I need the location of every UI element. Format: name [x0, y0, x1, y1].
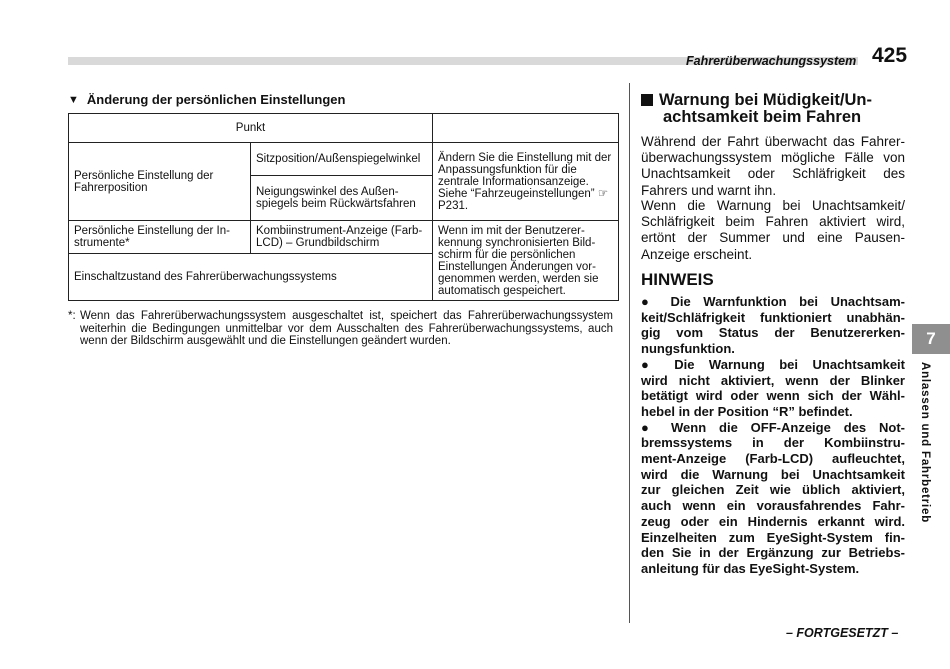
hinweis-line: nungsfunktion. — [641, 341, 735, 357]
table-cell-row2-sub: Kombiinstrument-Anzeige (Farb-LCD) – Grundbildschirm — [251, 221, 433, 254]
hinweis-line: ● Die Warnfunktion bei Unachtsam- — [641, 294, 905, 309]
hinweis-line: ● Wenn die OFF-Anzeige des Not- — [641, 419, 905, 435]
settings-table — [68, 113, 619, 301]
paragraph-line: Unachtsamkeit oder Schläfrigkeit des — [641, 166, 905, 182]
hinweis-line: wird nicht aktiviert, wenn der Blinker — [641, 372, 905, 388]
paragraph-line: Wenn die Warnung bei Unachtsamkeit/ — [641, 198, 905, 213]
table-cell-note-a: Ändern Sie die Einstellung mit der Anpassungsfunktion für die zentrale Informationsanzeige. Siehe “Fahrzeugeinstellungen” ☞P231. — [433, 143, 619, 221]
table-header-row — [69, 114, 619, 143]
hinweis-line: hebel in der Position “R” befindet. — [641, 403, 853, 419]
continued-marker: – FORTGESETZT – — [786, 626, 899, 640]
footnote — [68, 310, 613, 348]
hinweis-line: ment-Anzeige (Farb-LCD) aufleuchtet, — [641, 451, 905, 467]
triangle-marker-icon: ▼ — [68, 93, 79, 106]
section-heading — [68, 92, 345, 107]
paragraph-line: Anzeige erscheint. — [641, 246, 753, 262]
hinweis-line: ● Die Warnung bei Unachtsamkeit — [641, 356, 905, 372]
hinweis-line: bremssystems in der Kombiinstru- — [641, 435, 905, 451]
section-heading-text: Änderung der persönlichen Einstellungen — [86, 92, 346, 107]
hinweis-line: gig vom Status der Benutzererken- — [641, 325, 905, 341]
paragraph-1 — [641, 134, 905, 199]
hinweis-line: keit/Schläfrigkeit funktioniert unabhän- — [641, 309, 905, 325]
hinweis-line: zur gleichen Zeit wie üblich aktiviert, — [641, 482, 905, 498]
paragraph-line: Schläfrigkeit beim Fahren aktiviert wird, — [641, 214, 905, 230]
chapter-tab: 7 — [912, 324, 950, 354]
table-cell-row1-sub2: Neigungswinkel des Außenspiegels beim Rückwärtsfahren — [251, 176, 433, 221]
table-cell-row1-label: Persönliche Einstellung der Fahrerposition — [69, 143, 251, 221]
hinweis-heading: HINWEIS — [641, 270, 714, 289]
table-header-empty-cell — [433, 114, 619, 143]
hinweis-line: Einzelheiten zum EyeSight-System fin- — [641, 529, 905, 545]
warning-section-title — [641, 92, 901, 126]
table-cell-note-b: Wenn im mit der Benutzererkennung synchronisierten Bildschirm für die persönlichen Einstellungen Änderungen vorgenommen werden, werden sie automatisch gespeichert. — [433, 221, 619, 301]
paragraph-2 — [641, 198, 905, 263]
table-cell-row3-label: Einschaltzustand des Fahrerüberwachungssystems — [69, 254, 433, 301]
page-number: 425 — [872, 44, 908, 67]
paragraph-line: Während der Fahrt überwacht das Fahrer- — [641, 134, 905, 149]
footnote-mark: *: — [68, 310, 76, 322]
hinweis-line: auch wenn ein vorausfahrendes Fahr- — [641, 498, 905, 514]
hinweis-body — [641, 294, 905, 577]
warning-title-line1: Warnung bei Müdigkeit/Un- — [659, 91, 872, 109]
hinweis-line: den Sie in der Ergänzung zur Betriebs- — [641, 545, 905, 561]
hinweis-line: anleitung für das EyeSight-System. — [641, 560, 860, 576]
table-cell-row1-sub1: Sitzposition/Außenspiegelwinkel — [251, 143, 433, 176]
table-row — [69, 143, 619, 176]
table-cell-row2-label: Persönliche Einstellung der Instrumente* — [69, 221, 251, 254]
paragraph-line: ertönt der Summer und eine Pausen- — [641, 230, 905, 246]
warning-title-line2: achtsamkeit beim Fahren — [663, 108, 862, 126]
hinweis-line: zeug oder ein Hindernis erkannt wird. — [641, 513, 905, 529]
paragraph-line: überwachungssystem mögliche Fälle von — [641, 150, 905, 166]
table-header-cell: Punkt — [69, 114, 433, 143]
hinweis-line: wird die Warnung bei Unachtsamkeit — [641, 466, 905, 482]
square-bullet-icon — [641, 94, 653, 106]
running-header-title: Fahrerüberwachungssystem — [686, 54, 857, 68]
column-divider — [629, 83, 630, 623]
footnote-text: Wenn das Fahrerüberwachungssystem ausgeschaltet ist, speichert das Fahrerüberwachungssystem weiterhin die Bedingungen unmittelbar vor dem Ausschalten des Fahrerüberwachungssystems, auch wenn der Bildschirm ausgewählt und die Einstellungen geändert wurden. — [80, 310, 613, 347]
chapter-label: Anlassen und Fahrbetrieb — [919, 362, 931, 524]
table-row — [69, 221, 619, 254]
hinweis-line: betätigt wird oder wenn sich der Wähl- — [641, 388, 905, 404]
paragraph-line: Fahrers und warnt ihn. — [641, 182, 777, 198]
